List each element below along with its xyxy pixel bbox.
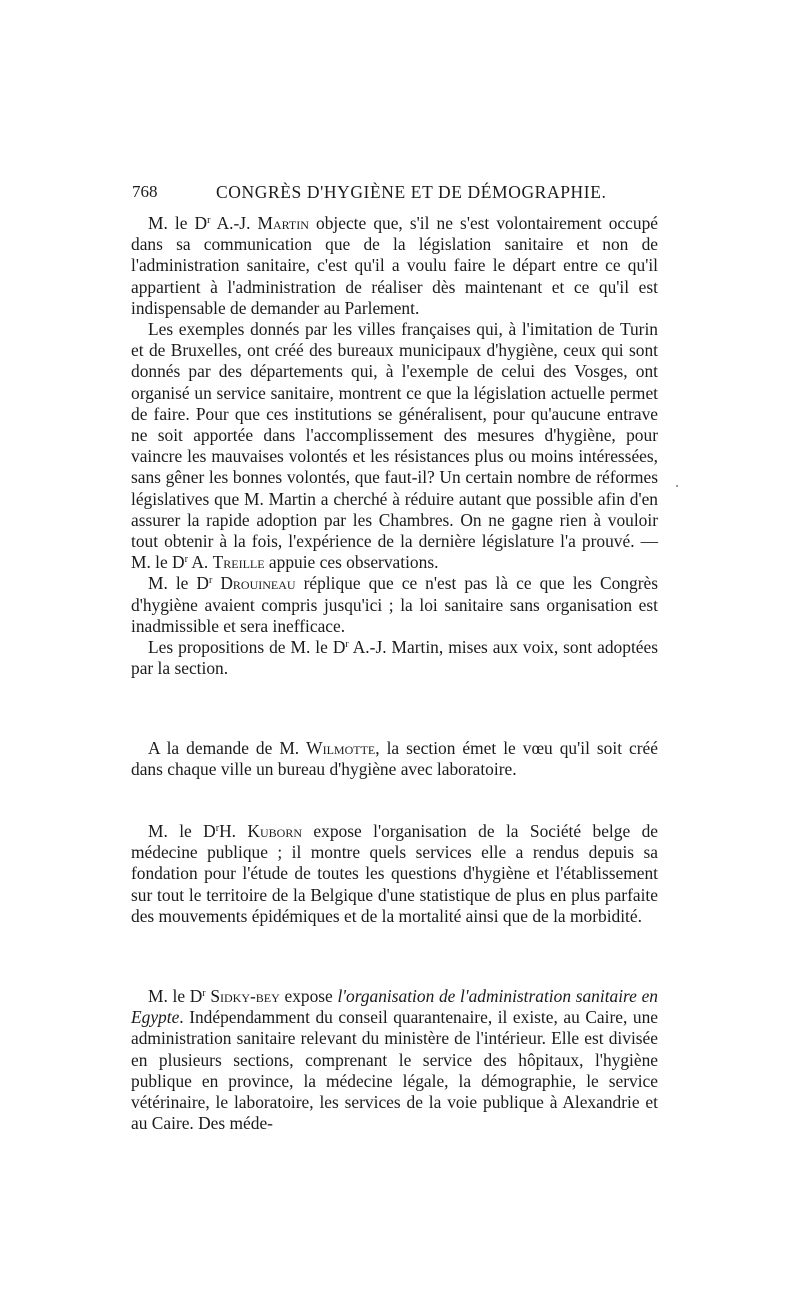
paragraph-examples: Les exemples donnés par les villes françaises qui, à l'imitation de Turin et de Bruxelles, ont créé des bureaux municipaux d'hygiène, ceux qui sont donnés par des départements qui, à l'exemple de celui des Vosges, ont organisé un service sanitaire, montrent ce que la législation actuelle permet de faire. Pour que ces institutions se généralisent, pour qu'aucune entrave ne soit apportée dans l'accomplissement des mesures d'hygiène, pour vaincre les mauvaises volontés et les résistances plus ou moins intéressées, sans gêner les bonnes volontés, que faut-il? Un certain nombre de réformes législatives que M. Martin a cherché à réduire autant que possible afin d'en assurer la rapide adoption par les Chambres. On ne gagne rien à vouloir tout obtenir à la fois, l'expérience de la dernière législature l'a prouvé. — M. le $D^r$ A. Treille appuie ces observations.: [131, 319, 658, 573]
wilmotte-block: [131, 738, 658, 780]
speaker-name: Drouineau: [220, 573, 296, 594]
margin-mark: [676, 485, 678, 487]
paragraph-martin-objection: M. le $D^r$ A.-J. Martin objecte que, s'il ne s'est volontairement occupé dans sa communication que de la législation sanitaire et non de l'administration sanitaire, c'est qu'il a voulu faire le départ entre ce qu'il appartient à l'administration de réaliser dès maintenant et ce qu'il est indispensable de demander au Parlement.: [131, 213, 658, 318]
discussion-block: [131, 213, 658, 679]
kuborn-block: [131, 821, 658, 927]
speaker-name: Treille: [212, 552, 265, 573]
paragraph-kuborn: M. le $D^rH$. Kuborn expose l'organisation de la Société belge de médecine publique ; il montre quels services elle a rendus depuis sa fondation pour l'étude de toutes les questions d'hygiène et l'établissement sur tout le territoire de la Belgique d'une statistique de plus en plus parfaite des mouvements épidémiques et de la mortalité ainsi que de la morbidité.: [131, 821, 658, 926]
paragraph-propositions: Les propositions de M. le $D^r$ A.-J. Martin, mises aux voix, sont adoptées par la section.: [131, 637, 658, 679]
speaker-name: Martin: [257, 213, 309, 233]
speaker-name: Sidky-bey: [210, 986, 280, 1006]
speaker-name: Kuborn: [247, 821, 302, 841]
sidky-block: [131, 986, 658, 1134]
paragraph-wilmotte: A la demande de M. Wilmotte, la section émet le vœu qu'il soit créé dans chaque ville un bureau d'hygiène avec laboratoire.: [131, 738, 658, 780]
italic-title: l'organisation de l'administration sanitaire en Egypte: [131, 986, 658, 1028]
paragraph-sidky: M. le $D^r$ Sidky-bey expose l'organisation de l'administration sanitaire en Egypte. Indépendamment du conseil quarantenaire, il existe, au Caire, une administration sanitaire relevant du ministère de l'intérieur. Elle est divisée en plusieurs sections, comprenant le service des hôpitaux, l'hygiène publique en province, la médecine légale, la démographie, le service vétérinaire, le laboratoire, les services de la voie publique à Alexandrie et au Caire. Des méde-: [131, 986, 658, 1134]
running-head: CONGRÈS D'HYGIÈNE ET DE DÉMOGRAPHIE.: [216, 182, 607, 202]
page-number: 768: [132, 182, 158, 201]
page-header: [132, 180, 656, 206]
speaker-name: Wilmotte: [306, 738, 376, 758]
paragraph-drouineau: M. le $D^r$ Drouineau réplique que ce n'est pas là ce que les Congrès d'hygiène avaient compris jusqu'ici ; la loi sanitaire sans organisation est inadmissible et sera inefficace.: [131, 573, 658, 636]
